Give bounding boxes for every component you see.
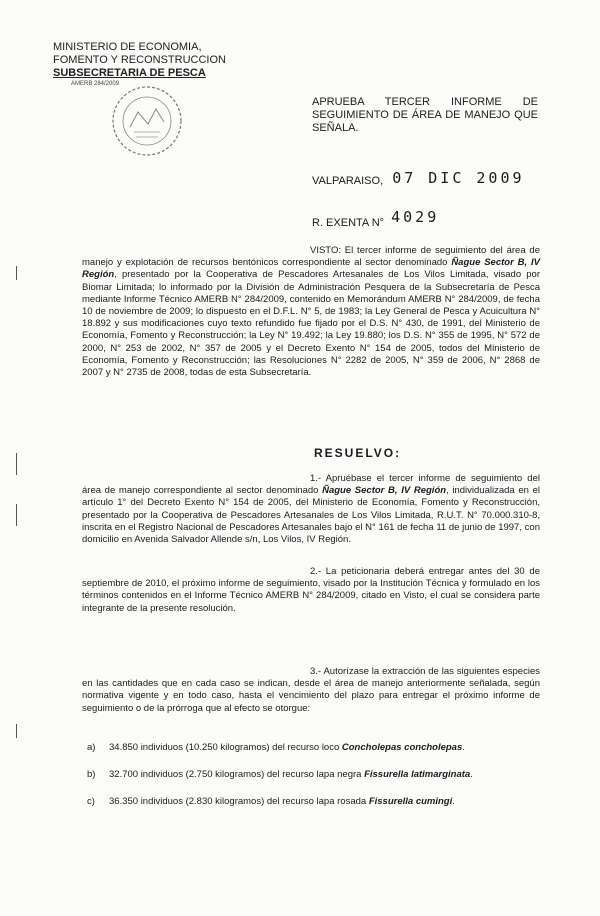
resolution-label: R. EXENTA N° — [312, 217, 385, 229]
article-1-text: 1.- Apruébase el tercer informe de seguimiento del área de manejo correspondiente al sector denominado — [82, 473, 540, 497]
date-line — [312, 170, 525, 188]
date-stamp: 07 DIC 2009 — [392, 169, 525, 187]
article-1 — [82, 473, 540, 546]
item-label: a) — [87, 742, 96, 753]
article-2: 2.- La peticionaria deberá entregar antes del 30 de septiembre de 2010, el próximo informe de seguimiento, visado por la Institución Técnica y formulado en los términos contenidos en el Informe Técnico AMERB N° 284/2009, citado en Visto, el cual se considera parte integrante de la presente resolución. — [82, 566, 540, 614]
resuelvo-heading: RESUELVO: — [314, 446, 402, 460]
list-item — [87, 796, 455, 808]
resolution-summary — [312, 96, 538, 135]
official-seal-stamp — [108, 82, 186, 160]
summary-line-2: SEGUIMIENTO DE ÁREA DE MANEJO QUE SEÑALA. — [312, 109, 538, 134]
visto-paragraph — [82, 245, 540, 379]
item-end: . — [462, 742, 465, 753]
scan-margin-mark — [16, 266, 17, 280]
subsecretaria-name: SUBSECRETARIA DE PESCA — [53, 67, 206, 79]
visto-sector-name: Ñague Sector B, IV Región — [82, 257, 540, 281]
place-label: VALPARAISO, — [312, 175, 384, 187]
article-1-text-cont: , individualizada en el artículo 1° del Decreto Exento N° 154 de 2005, del Ministerio de Economía, Fomento y Reconstrucción, presentado por la Cooperativa de Pescadores Artesanales de Los Vilos Limitada, R.U.T. N° 70.000.310-8, inscrita en el Registro Nacional de Pescadores Artesanales bajo el N° 161 de fecha 11 de junio de 1997, con domicilio en Avenida Salvador Allende s/n, Los Vilos, IV Región. — [82, 485, 540, 546]
list-item — [87, 769, 473, 781]
item-end: . — [452, 796, 455, 807]
list-item — [87, 742, 465, 754]
article-1-sector-name: Ñague Sector B, IV Región — [322, 485, 447, 497]
item-label: b) — [87, 769, 96, 780]
item-text: 34.850 individuos (10.250 kilogramos) del recurso loco — [109, 742, 342, 753]
ministry-name-cont: FOMENTO Y RECONSTRUCCION — [53, 54, 226, 66]
amerb-code: AMERB 284/2009 — [71, 81, 120, 87]
resolution-number-line — [312, 208, 440, 230]
visto-text: VISTO: El tercer informe de seguimiento del área de manejo y explotación de recursos bentónicos correspondiente al sector denominado — [82, 245, 540, 269]
item-species: Fissurella cumingi — [368, 796, 453, 807]
item-label: c) — [87, 796, 95, 807]
item-end: . — [470, 769, 473, 780]
item-text: 36.350 individuos (2.830 kilogramos) del recurso lapa rosada — [109, 796, 369, 807]
summary-line-1: APRUEBA TERCER INFORME DE — [312, 96, 538, 108]
item-species: Fissurella latimarginata — [364, 769, 471, 780]
scan-margin-mark — [16, 724, 17, 738]
ministry-header — [53, 41, 226, 88]
item-text: 32.700 individuos (2.750 kilogramos) del recurso lapa negra — [109, 769, 365, 780]
resolution-number: 4029 — [391, 208, 440, 226]
item-species: Concholepas concholepas — [341, 742, 463, 753]
article-3: 3.- Autorízase la extracción de las siguientes especies en las cantidades que en cada caso se indican, desde el área de manejo anteriormente señalada, según normativa vigente y en todo caso, hasta el vencimiento del plazo para entregar el próximo informe de seguimiento o de la prórroga que al efecto se otorgue: — [82, 666, 540, 714]
ministry-name: MINISTERIO DE ECONOMIA, — [53, 41, 202, 53]
scan-margin-mark — [16, 504, 17, 526]
scan-margin-mark — [16, 453, 17, 475]
visto-text-cont: , presentado por la Cooperativa de Pescadores Artesanales de Los Vilos Limitada, visado por Biomar Limitada; lo informado por la División de Administración Pesquera de la Subsecretaría de Pesca mediante Informe Técnico AMERB N° 284/2009, contenido en Memorándum AMERB N° 284/2009, de fecha 10 de noviembre de 2009; lo dispuesto en el D.F.L. N° 5, de 1983; la Ley General de Pesca y Acuicultura N° 18.892 y sus modificaciones cuyo texto refundido fue fijado por el D.S. N° 430, de 1991, del Ministerio de Economía, Fomento y Reconstrucción; la Ley N° 19.492; la Ley 19.880; los D.S. N° 355 de 1995, N° 572 de 2000, N° 253 de 2002, N° 357 de 2005 y el Decreto Exento N° 154 de 2005, todos del Ministerio de Economía, Fomento y Reconstrucción; las Resoluciones N° 2282 de 2005, N° 359 de 2006, N° 2868 de 2007 y N° 2735 de 2008, todas de esta Subsecretaría. — [82, 269, 540, 379]
